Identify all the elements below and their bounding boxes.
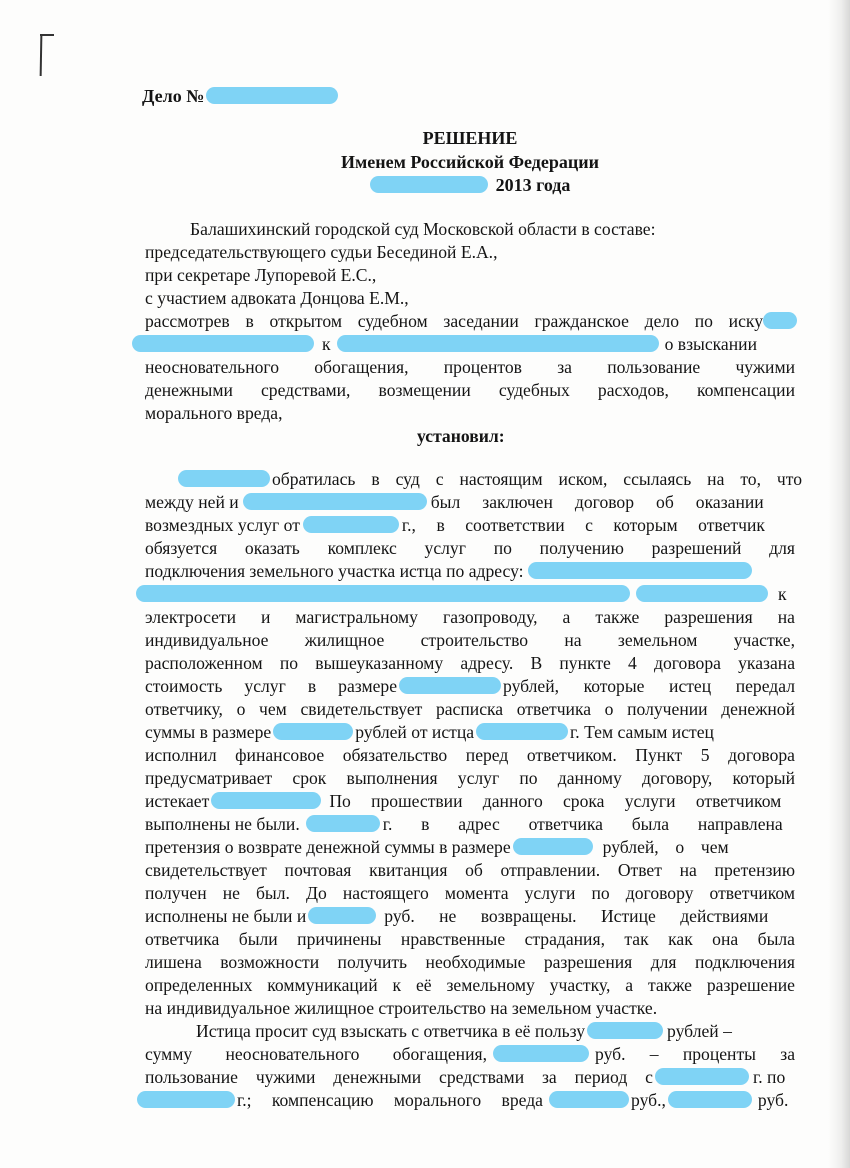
text-line: рассмотрев в открытом судебном заседании гражданское дело по иску: [145, 310, 797, 333]
redaction: [399, 677, 501, 694]
text-line: к: [136, 583, 787, 606]
redaction: [306, 815, 380, 832]
text-line: исполнил финансовое обязательство перед ответчиком. Пункт 5 договора: [145, 745, 795, 765]
text-line: Истица просит суд взыскать с ответчика в её пользу рублей –: [196, 1021, 732, 1041]
text-line: сумму неосновательного обогащения, руб. – проценты за: [145, 1044, 795, 1064]
text-line: возмездных услуг от г., в соответствии с которым ответчик: [145, 515, 765, 535]
text-line: денежными средствами, возмещении судебных расходов, компенсации: [145, 380, 795, 400]
redaction: [587, 1022, 663, 1039]
text-line: претензия о возврате денежной суммы в размере рублей, о чем: [145, 837, 729, 857]
text-line: на индивидуальное жилищное строительство на земельном участке.: [145, 998, 658, 1018]
text-line: с участием адвоката Донцова Е.М.,: [145, 288, 409, 308]
text-line: индивидуальное жилищное строительство на земельном участке,: [145, 630, 795, 650]
redaction: [668, 1091, 752, 1108]
handwritten-mark: [40, 34, 54, 78]
text-line: подключения земельного участка истца по адресу:: [145, 560, 752, 583]
redaction: [528, 562, 752, 579]
text-line: к о взыскании: [132, 333, 757, 356]
text-line: между ней и был заключен договор об оказании: [145, 492, 764, 512]
text-line: при секретаре Лупоревой Е.С.,: [145, 265, 377, 285]
text-line: исполнены не были и руб. не возвращены. Истице действиями: [145, 906, 769, 926]
redaction: [549, 1091, 629, 1108]
redaction: [273, 723, 353, 740]
redaction: [243, 493, 427, 510]
text-line: предусматривает срок выполнения услуг по данному договору, который: [145, 768, 795, 788]
text-line: лишена возможности получить необходимые разрешения для подключения: [145, 952, 795, 972]
redaction: [136, 585, 630, 602]
redaction: [337, 335, 659, 352]
document-date: 2013 года: [145, 175, 795, 196]
text-line: ответчику, о чем свидетельствует расписка ответчика о получении денежной: [145, 699, 795, 719]
redaction: [493, 1045, 589, 1062]
document-title: РЕШЕНИЕ: [422, 128, 518, 148]
redaction: [655, 1068, 749, 1085]
text-line: свидетельствует почтовая квитанция об отправлении. Ответ на претензию: [145, 860, 795, 880]
text-line: обязуется оказать комплекс услуг по получению разрешений для: [145, 538, 795, 558]
case-number: Дело №: [142, 86, 338, 107]
text-line: неосновательного обогащения, процентов за пользование чужими: [145, 357, 795, 377]
redaction: [211, 792, 321, 809]
redaction: [137, 1091, 235, 1108]
text-line: морального вреда,: [145, 403, 283, 423]
redaction: [206, 87, 338, 104]
redaction: [308, 907, 376, 924]
redaction: [370, 176, 488, 193]
text-line: обратилась в суд с настоящим иском, ссылаясь на то, что: [178, 468, 802, 491]
text-line: истекает По прошествии данного срока услуги ответчиком: [145, 791, 782, 811]
text-line: ответчика были причинены нравственные страдания, так как она была: [145, 929, 795, 949]
text-line: расположенном по вышеуказанному адресу. В пункте 4 договора указана: [145, 653, 795, 673]
text-line: председательствующего судьи Бесединой Е.А.,: [145, 242, 498, 262]
text-line: стоимость услуг в размере рублей, которые истец передал: [145, 676, 795, 696]
document-subtitle: Именем Российской Федерации: [340, 152, 600, 172]
text-line: определенных коммуникаций к её земельному участку, а также разрешение: [145, 975, 795, 995]
text-line: электросети и магистральному газопроводу, а также разрешения на: [145, 607, 795, 627]
text-line: пользование чужими денежными средствами за период с г. по: [145, 1067, 786, 1087]
text-line: выполнены не были. г. в адрес ответчика была направлена: [145, 814, 783, 834]
redaction: [636, 585, 768, 602]
text-line: получен не был. До настоящего момента услуги по договору ответчиком: [145, 883, 795, 903]
redaction: [763, 312, 797, 329]
text-line: суммы в размере рублей от истца г. Тем самым истец: [145, 722, 714, 742]
redaction: [132, 335, 314, 352]
redaction: [513, 838, 593, 855]
text-line: г.; компенсацию морального вреда руб., руб.: [137, 1089, 788, 1112]
redaction: [178, 470, 270, 487]
section-heading: установил:: [417, 426, 505, 446]
text-line: Балашихинский городской суд Московской области в составе:: [190, 219, 656, 239]
redaction: [476, 723, 568, 740]
redaction: [303, 516, 399, 533]
